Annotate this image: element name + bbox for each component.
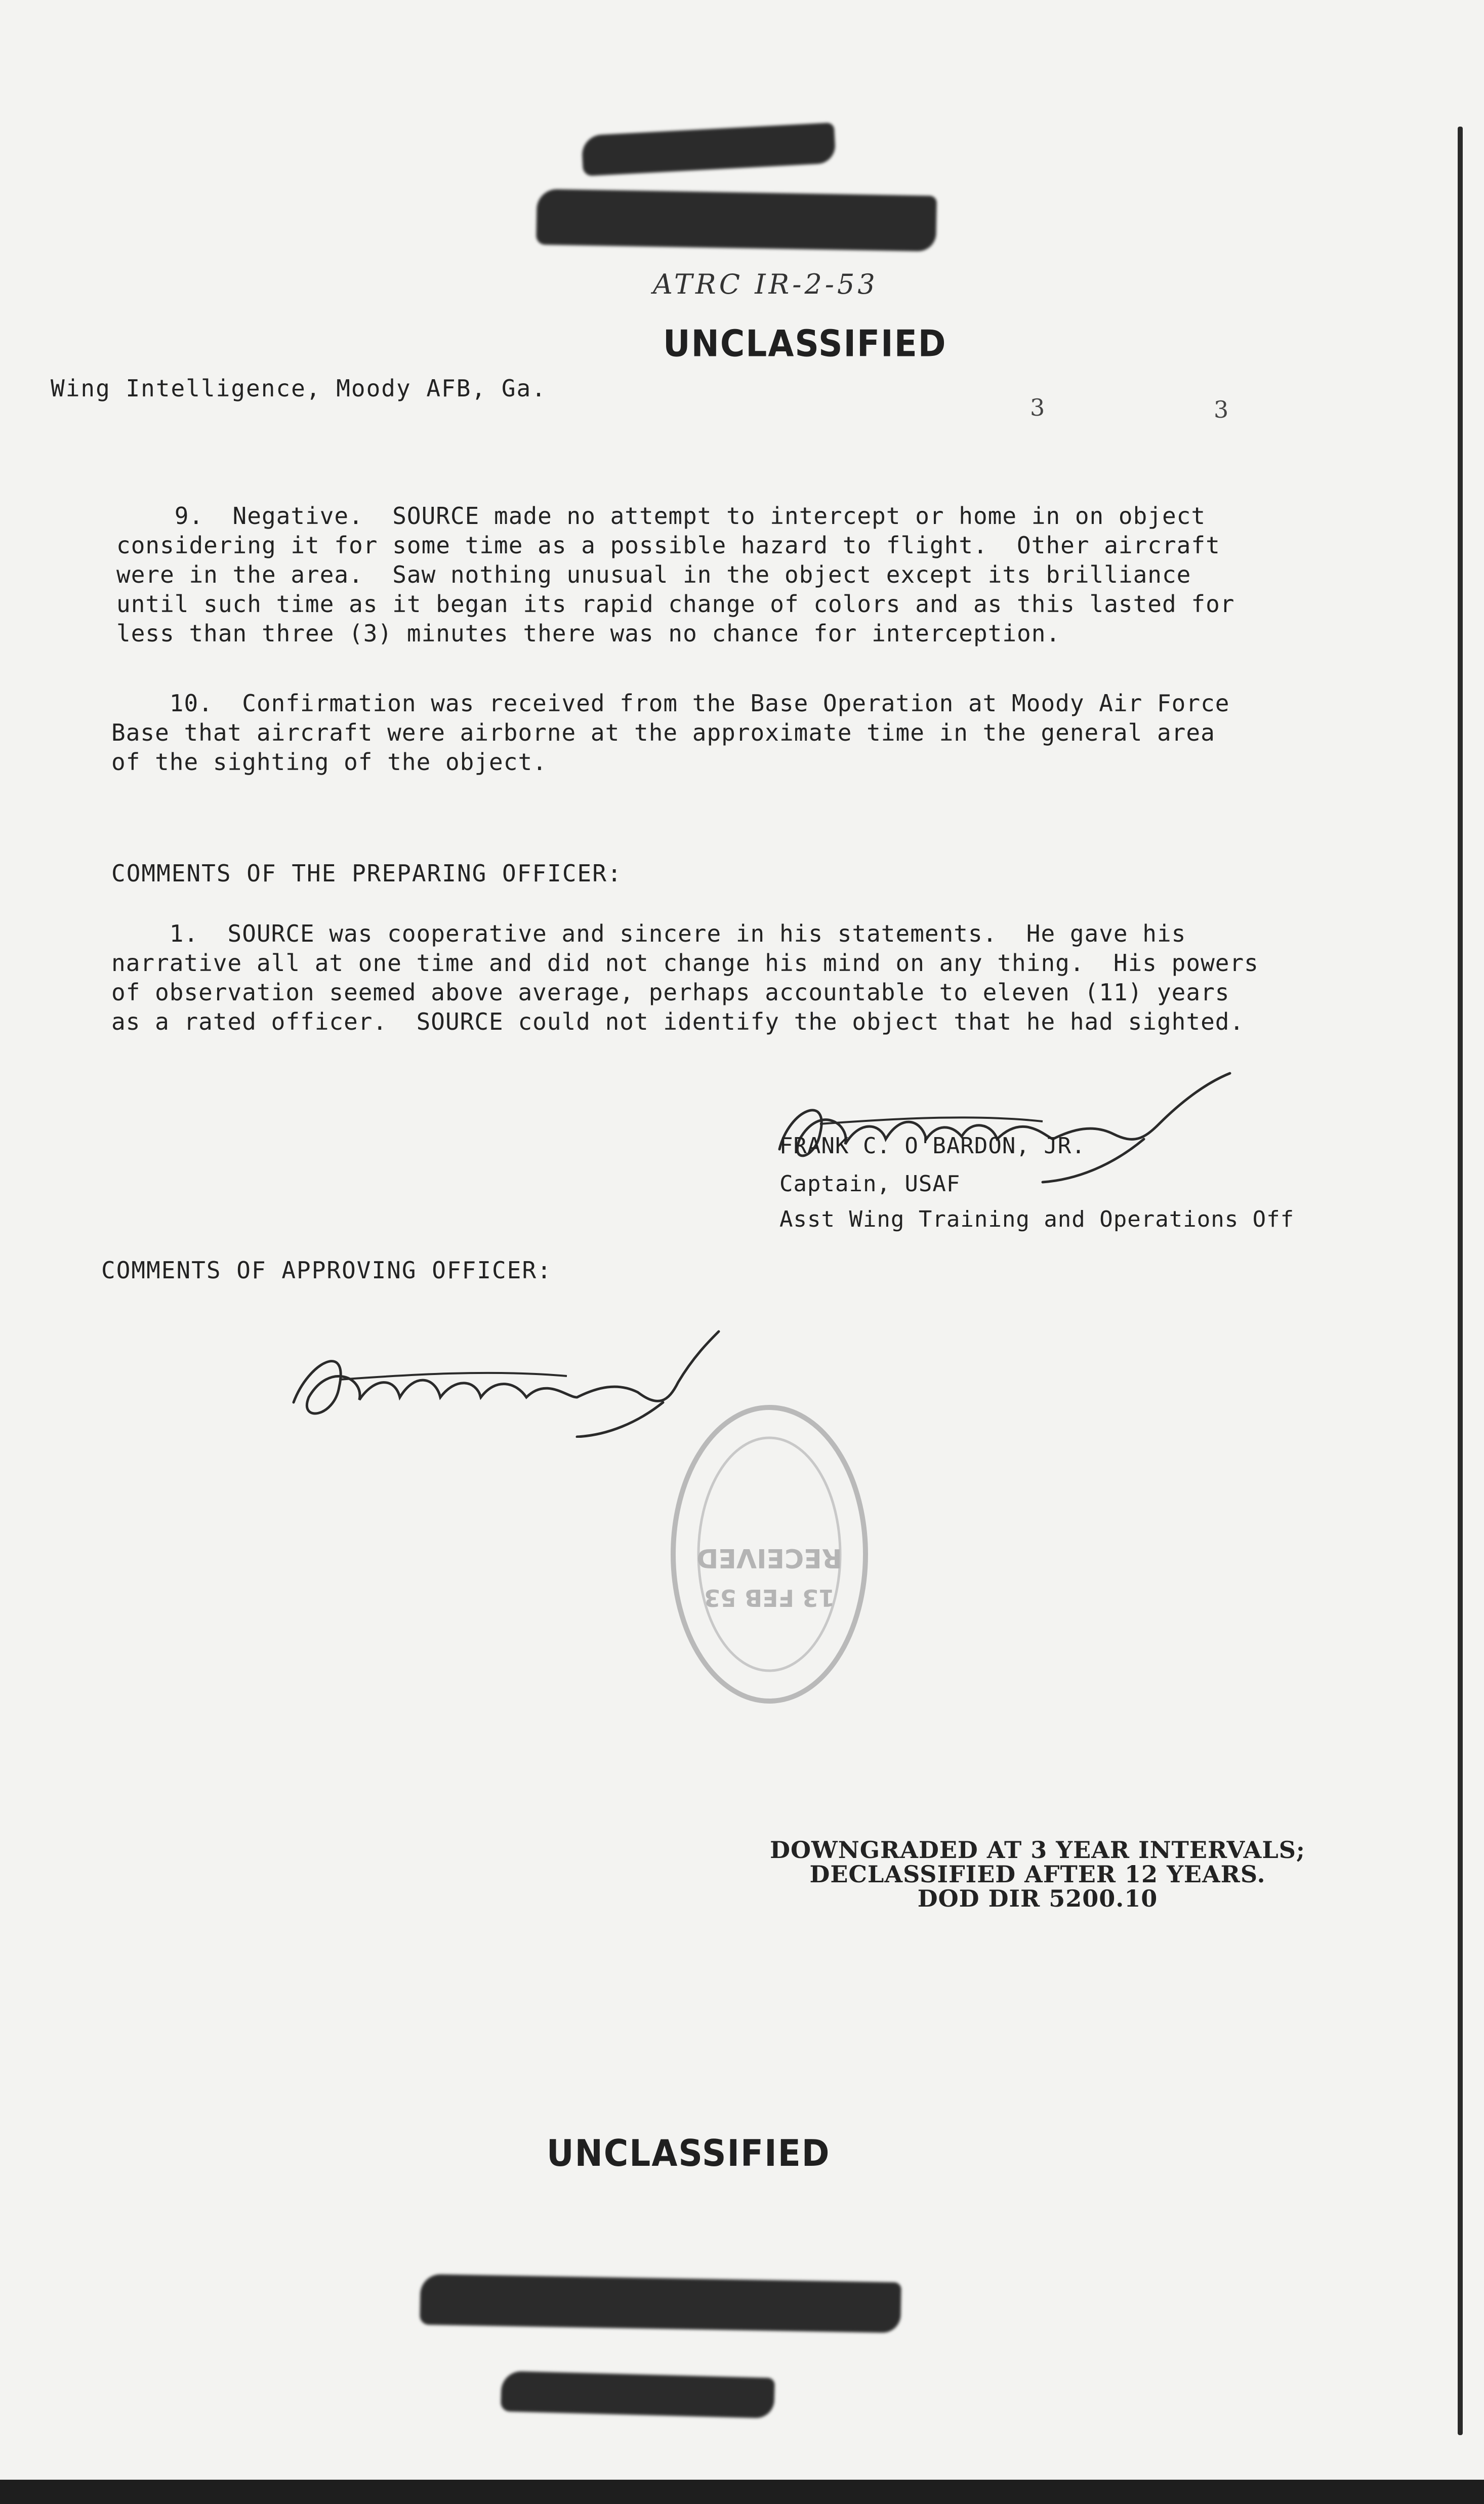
paragraph-line: until such time as it began its rapid change of colors and as this lasted for xyxy=(116,590,1235,618)
stamp-text: 13 FEB 53 xyxy=(704,1584,835,1611)
downgrade-notice xyxy=(729,1838,1346,1911)
paragraph-line: 10. Confirmation was received from the Base Operation at Moody Air Force xyxy=(111,690,1230,717)
signature xyxy=(759,1063,1245,1185)
page-mark: 3 xyxy=(1030,394,1045,421)
from-line: Wing Intelligence, Moody AFB, Ga. xyxy=(51,375,547,402)
downgrade-line: DOD DIR 5200.10 xyxy=(917,1885,1158,1912)
paragraph-line: considering it for some time as a possible hazard to flight. Other aircraft xyxy=(116,532,1220,559)
redaction-bar xyxy=(501,2371,775,2418)
paragraph-line: of the sighting of the object. xyxy=(111,748,547,776)
signer-name: FRANK C. O'BARDON, JR. xyxy=(779,1133,1086,1159)
section-heading-preparing-officer: COMMENTS OF THE PREPARING OFFICER: xyxy=(111,860,623,887)
page-edge-shadow xyxy=(1458,127,1463,2435)
redaction-bar xyxy=(581,123,836,176)
paragraph-line: as a rated officer. SOURCE could not identify the object that he had sighted. xyxy=(111,1008,1245,1035)
stamp-text: RECEIVED xyxy=(696,1543,842,1573)
paragraph-line: 9. Negative. SOURCE made no attempt to intercept or home in on object xyxy=(116,502,1206,530)
paragraph-line: were in the area. Saw nothing unusual in the object except its brilliance xyxy=(116,561,1191,588)
downgrade-line: DECLASSIFIED AFTER 12 YEARS. xyxy=(809,1861,1266,1888)
section-heading-approving-officer: COMMENTS OF APPROVING OFFICER: xyxy=(101,1257,552,1284)
classification-marking-bottom: UNCLASSIFIED xyxy=(547,2132,831,2175)
paragraph-line: narrative all at one time and did not change his mind on any thing. His powers xyxy=(111,949,1259,977)
signer-rank: Captain, USAF xyxy=(779,1171,961,1197)
classification-marking-top: UNCLASSIFIED xyxy=(663,322,947,365)
redaction-bar xyxy=(536,189,937,252)
paragraph-line: less than three (3) minutes there was no chance for interception. xyxy=(116,620,1061,647)
received-stamp xyxy=(663,1397,876,1711)
downgrade-line: DOWNGRADED AT 3 YEAR INTERVALS; xyxy=(770,1836,1305,1864)
signer-title: Asst Wing Training and Operations Off xyxy=(779,1206,1295,1232)
paragraph-line: Base that aircraft were airborne at the approximate time in the general area xyxy=(111,719,1215,746)
signature xyxy=(273,1321,729,1438)
redaction-bar xyxy=(420,2274,901,2333)
page-mark: 3 xyxy=(1214,396,1229,423)
scan-border-bottom xyxy=(0,2480,1484,2504)
paragraph-line: of observation seemed above average, perhaps accountable to eleven (11) years xyxy=(111,979,1230,1006)
paragraph-line: 1. SOURCE was cooperative and sincere in his statements. He gave his xyxy=(111,920,1186,947)
file-reference: ATRC IR-2-53 xyxy=(653,268,878,300)
